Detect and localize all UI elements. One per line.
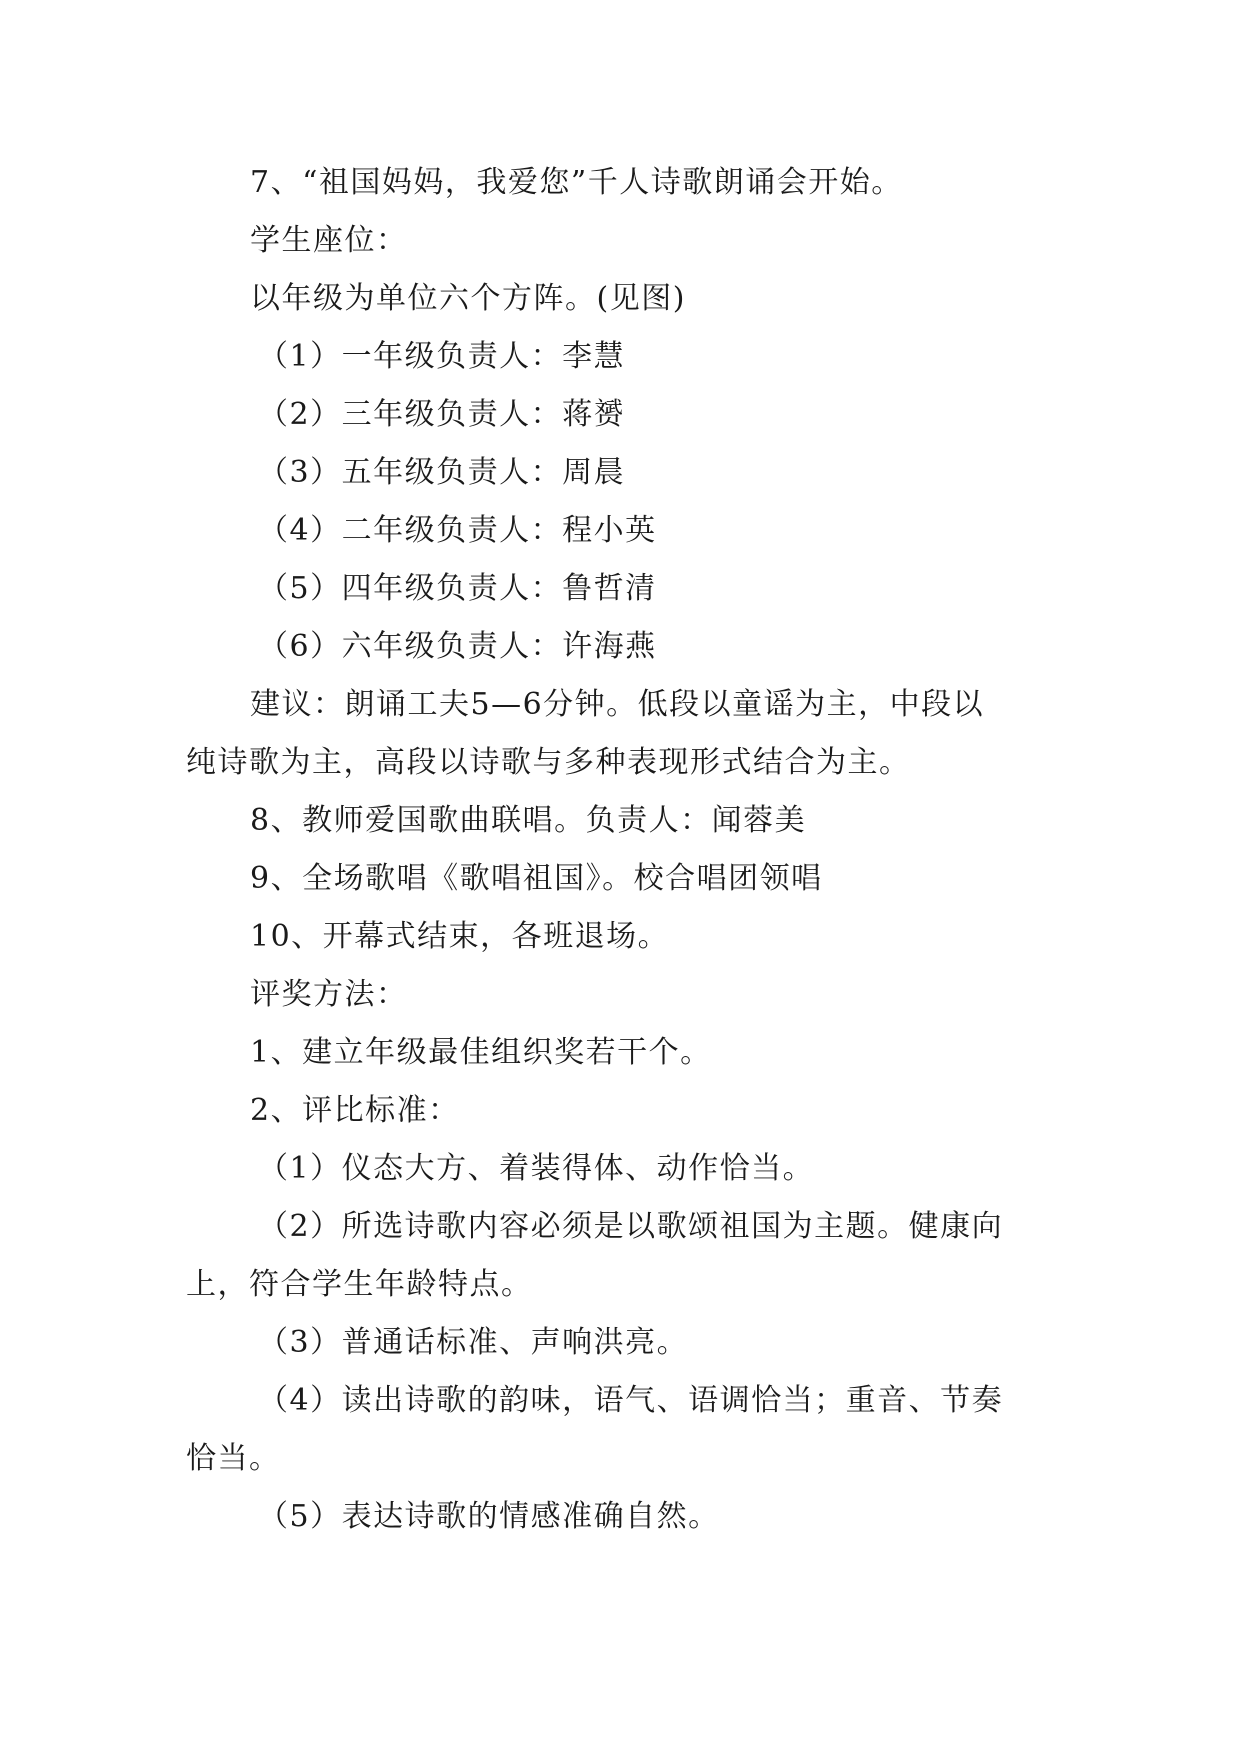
- text-line: 9、全场歌唱《歌唱祖国》。校合唱团领唱: [250, 861, 823, 896]
- text-line: 1、建立年级最佳组织奖若干个。: [250, 1035, 712, 1070]
- text-line: 评奖方法：: [250, 977, 408, 1012]
- text-line: （5）四年级负责人：鲁哲清: [258, 571, 657, 606]
- text-line: 恰当。: [186, 1441, 281, 1476]
- text-line: 纯诗歌为主，高段以诗歌与多种表现形式结合为主。: [186, 745, 911, 780]
- text-line: 2、评比标准：: [250, 1093, 460, 1128]
- text-line: （1）一年级负责人：李慧: [258, 339, 626, 374]
- text-line: （3）普通话标准、声响洪亮。: [258, 1325, 689, 1360]
- text-line: （5）表达诗歌的情感准确自然。: [258, 1499, 720, 1534]
- text-line: （2）所选诗歌内容必须是以歌颂祖国为主题。健康向: [258, 1209, 1004, 1244]
- text-line: （4）二年级负责人：程小英: [258, 513, 657, 548]
- text-line: 以年级为单位六个方阵。(见图): [250, 281, 686, 316]
- text-line: 7、“祖国妈妈，我爱您”千人诗歌朗诵会开始。: [250, 165, 903, 200]
- text-line: （4）读出诗歌的韵味，语气、语调恰当；重音、节奏: [258, 1383, 1004, 1418]
- text-line: 学生座位：: [250, 223, 408, 258]
- text-line: （1）仪态大方、着装得体、动作恰当。: [258, 1151, 815, 1186]
- text-line: 上，符合学生年龄特点。: [186, 1267, 533, 1302]
- text-line: （2）三年级负责人：蒋赟: [258, 397, 626, 432]
- text-line: （3）五年级负责人：周晨: [258, 455, 626, 490]
- text-line: 建议：朗诵工夫5—6分钟。低段以童谣为主，中段以: [250, 687, 985, 722]
- text-line: 10、开幕式结束，各班退场。: [250, 919, 670, 954]
- text-line: 8、教师爱国歌曲联唱。负责人：闻蓉美: [250, 803, 807, 838]
- text-line: （6）六年级负责人：许海燕: [258, 629, 657, 664]
